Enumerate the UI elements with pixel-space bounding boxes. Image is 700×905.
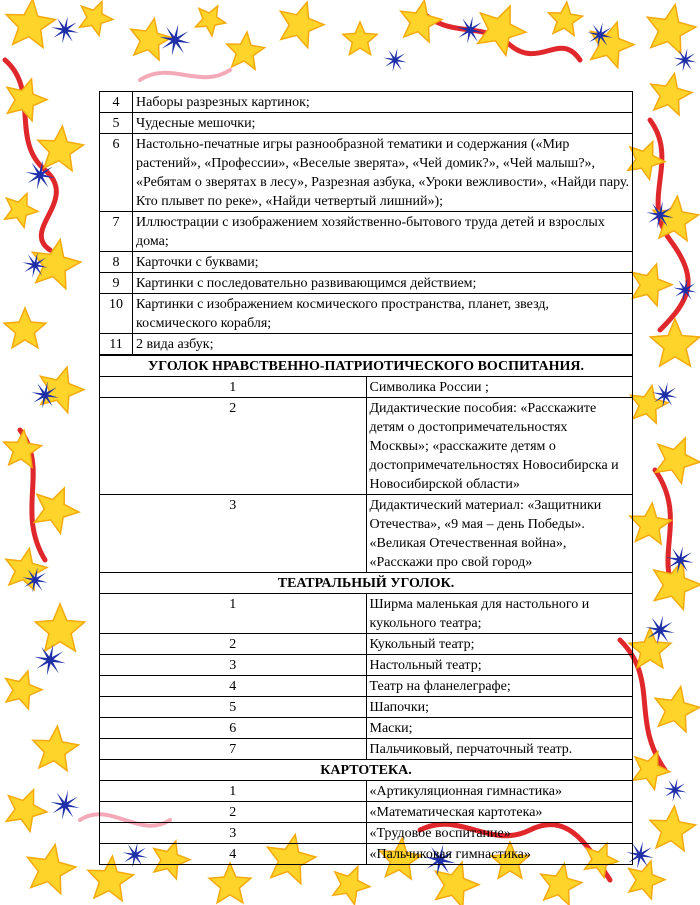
yellow-star-icon [650, 806, 696, 851]
table-row [100, 113, 633, 134]
row-number: 1 [100, 781, 367, 802]
yellow-star-icon [435, 862, 479, 905]
row-number: 5 [100, 697, 367, 718]
table-row [100, 294, 633, 334]
yellow-star-icon [549, 2, 583, 35]
yellow-star-icon [647, 5, 695, 54]
yellow-star-icon [227, 32, 265, 69]
row-text: Наборы разрезных картинок; [133, 92, 633, 113]
row-number: 9 [100, 273, 133, 294]
row-text: Дидактические пособия: «Расскажите детям о достопримечательностях Москвы»; «расскажите детям о достопримечательностях Новосибирска и Новосибирской области» [366, 398, 633, 495]
yellow-star-icon [196, 6, 226, 36]
blue-star-icon [663, 778, 687, 802]
yellow-star-icon [343, 22, 377, 55]
yellow-star-icon [541, 863, 582, 905]
table-row [100, 676, 633, 697]
general-materials-table [99, 91, 633, 355]
table-row [100, 697, 633, 718]
yellow-star-icon [333, 867, 370, 905]
row-text: Театр на фланелеграфе; [366, 676, 633, 697]
yellow-star-icon [6, 671, 42, 709]
yellow-star-icon [651, 73, 692, 115]
table-row [100, 718, 633, 739]
yellow-star-icon [35, 604, 84, 651]
blue-star-icon [673, 48, 697, 72]
yellow-star-icon [32, 240, 80, 289]
table-row [100, 377, 633, 398]
yellow-star-icon [7, 79, 47, 121]
row-text: «Пальчиковая гимнастика» [366, 844, 633, 865]
table-row [100, 634, 633, 655]
row-number: 2 [100, 802, 367, 823]
yellow-star-icon [401, 0, 442, 42]
yellow-star-icon [655, 687, 700, 732]
row-number: 4 [100, 844, 367, 865]
row-text: «Артикуляционная гимнастика» [366, 781, 633, 802]
table-row [100, 594, 633, 634]
table-row [100, 92, 633, 113]
table-row [100, 739, 633, 760]
row-text: Маски; [366, 718, 633, 739]
red-ribbon-icon [140, 70, 230, 80]
yellow-star-icon [6, 790, 47, 832]
row-number: 7 [100, 739, 367, 760]
yellow-star-icon [5, 193, 38, 227]
row-text: Настольный театр; [366, 655, 633, 676]
row-number: 2 [100, 634, 367, 655]
blue-star-icon [51, 16, 78, 43]
yellow-star-icon [27, 845, 75, 894]
row-number: 1 [100, 594, 367, 634]
row-number: 7 [100, 212, 133, 252]
row-text: «Трудовое воспитание» [366, 823, 633, 844]
row-number: 6 [100, 134, 133, 212]
table-row [100, 495, 633, 573]
table-row [100, 134, 633, 212]
table-row [100, 398, 633, 495]
row-text: Пальчиковый, перчаточный театр. [366, 739, 633, 760]
section-header-row [100, 573, 633, 594]
table-row [100, 252, 633, 273]
row-number: 3 [100, 823, 367, 844]
row-text: Картинки с изображением космического пространства, планет, звезд, космического корабля; [133, 294, 633, 334]
table-row [100, 844, 633, 865]
table-row [100, 334, 633, 355]
row-text: Карточки с буквами; [133, 252, 633, 273]
row-text: Кукольный театр; [366, 634, 633, 655]
yellow-star-icon [33, 726, 79, 771]
table-row [100, 823, 633, 844]
section-title-cards: КАРТОТЕКА. [100, 760, 633, 781]
row-text: 2 вида азбук; [133, 334, 633, 355]
row-number: 4 [100, 92, 133, 113]
yellow-star-icon [131, 18, 172, 60]
table-row [100, 273, 633, 294]
section-header-row [100, 760, 633, 781]
yellow-star-icon [630, 503, 672, 544]
yellow-star-icon [209, 863, 251, 903]
table-row [100, 802, 633, 823]
row-number: 11 [100, 334, 133, 355]
blue-star-icon [383, 48, 407, 72]
yellow-star-icon [590, 22, 634, 68]
row-text: Иллюстрации с изображением хозяйственно-бытового труда детей и взрослых дома; [133, 212, 633, 252]
section-header-row [100, 356, 633, 377]
section-title-patriotic: УГОЛОК НРАВСТВЕННО-ПАТРИОТИЧЕСКОГО ВОСПИТАНИЯ. [100, 356, 633, 377]
row-text: Картинки с последовательно развивающимся действием; [133, 273, 633, 294]
yellow-star-icon [633, 752, 670, 790]
row-number: 1 [100, 377, 367, 398]
yellow-star-icon [632, 264, 672, 306]
yellow-star-icon [650, 319, 699, 366]
row-text: Ширма маленькая для настольного и кукольного театра; [366, 594, 633, 634]
row-text: Символика России ; [366, 377, 633, 398]
row-number: 10 [100, 294, 133, 334]
row-number: 5 [100, 113, 133, 134]
row-number: 8 [100, 252, 133, 273]
row-text: «Математическая картотека» [366, 802, 633, 823]
yellow-star-icon [4, 430, 42, 467]
yellow-star-icon [4, 308, 46, 348]
yellow-star-icon [34, 488, 79, 534]
section-title-theatre: ТЕАТРАЛЬНЫЙ УГОЛОК. [100, 573, 633, 594]
row-number: 4 [100, 676, 367, 697]
yellow-star-icon [6, 0, 55, 48]
blue-star-icon [50, 790, 79, 819]
row-text: Чудесные мешочки; [133, 113, 633, 134]
blue-star-icon [34, 644, 65, 675]
table-row [100, 212, 633, 252]
table-row [100, 655, 633, 676]
yellow-star-icon [280, 2, 324, 48]
row-number: 6 [100, 718, 367, 739]
yellow-star-icon [80, 1, 113, 35]
row-text: Шапочки; [366, 697, 633, 718]
document-content [99, 91, 633, 865]
row-text: Настольно-печатные игры разнообразной тематики и содержания («Мир растений», «Профессии», «Веселые зверята», «Чей домик?», «Чей малыш?», «Ребятам о зверятах в лесу», Разрезная азбука, «Уроки вежливости», «Найди пару. Кто плывет по реке», «Найди четвертый лишний»); [133, 134, 633, 212]
row-number: 3 [100, 655, 367, 676]
row-number: 3 [100, 495, 367, 573]
yellow-star-icon [38, 126, 84, 171]
yellow-star-icon [629, 861, 665, 899]
row-text: Дидактический материал: «Защитники Отечества», «9 мая – день Победы». «Великая Отечественная война», «Расскажи про свой город» [366, 495, 633, 573]
row-number: 2 [100, 398, 367, 495]
patriotic-corner-table [99, 355, 633, 865]
table-row [100, 781, 633, 802]
yellow-star-icon [654, 560, 700, 609]
